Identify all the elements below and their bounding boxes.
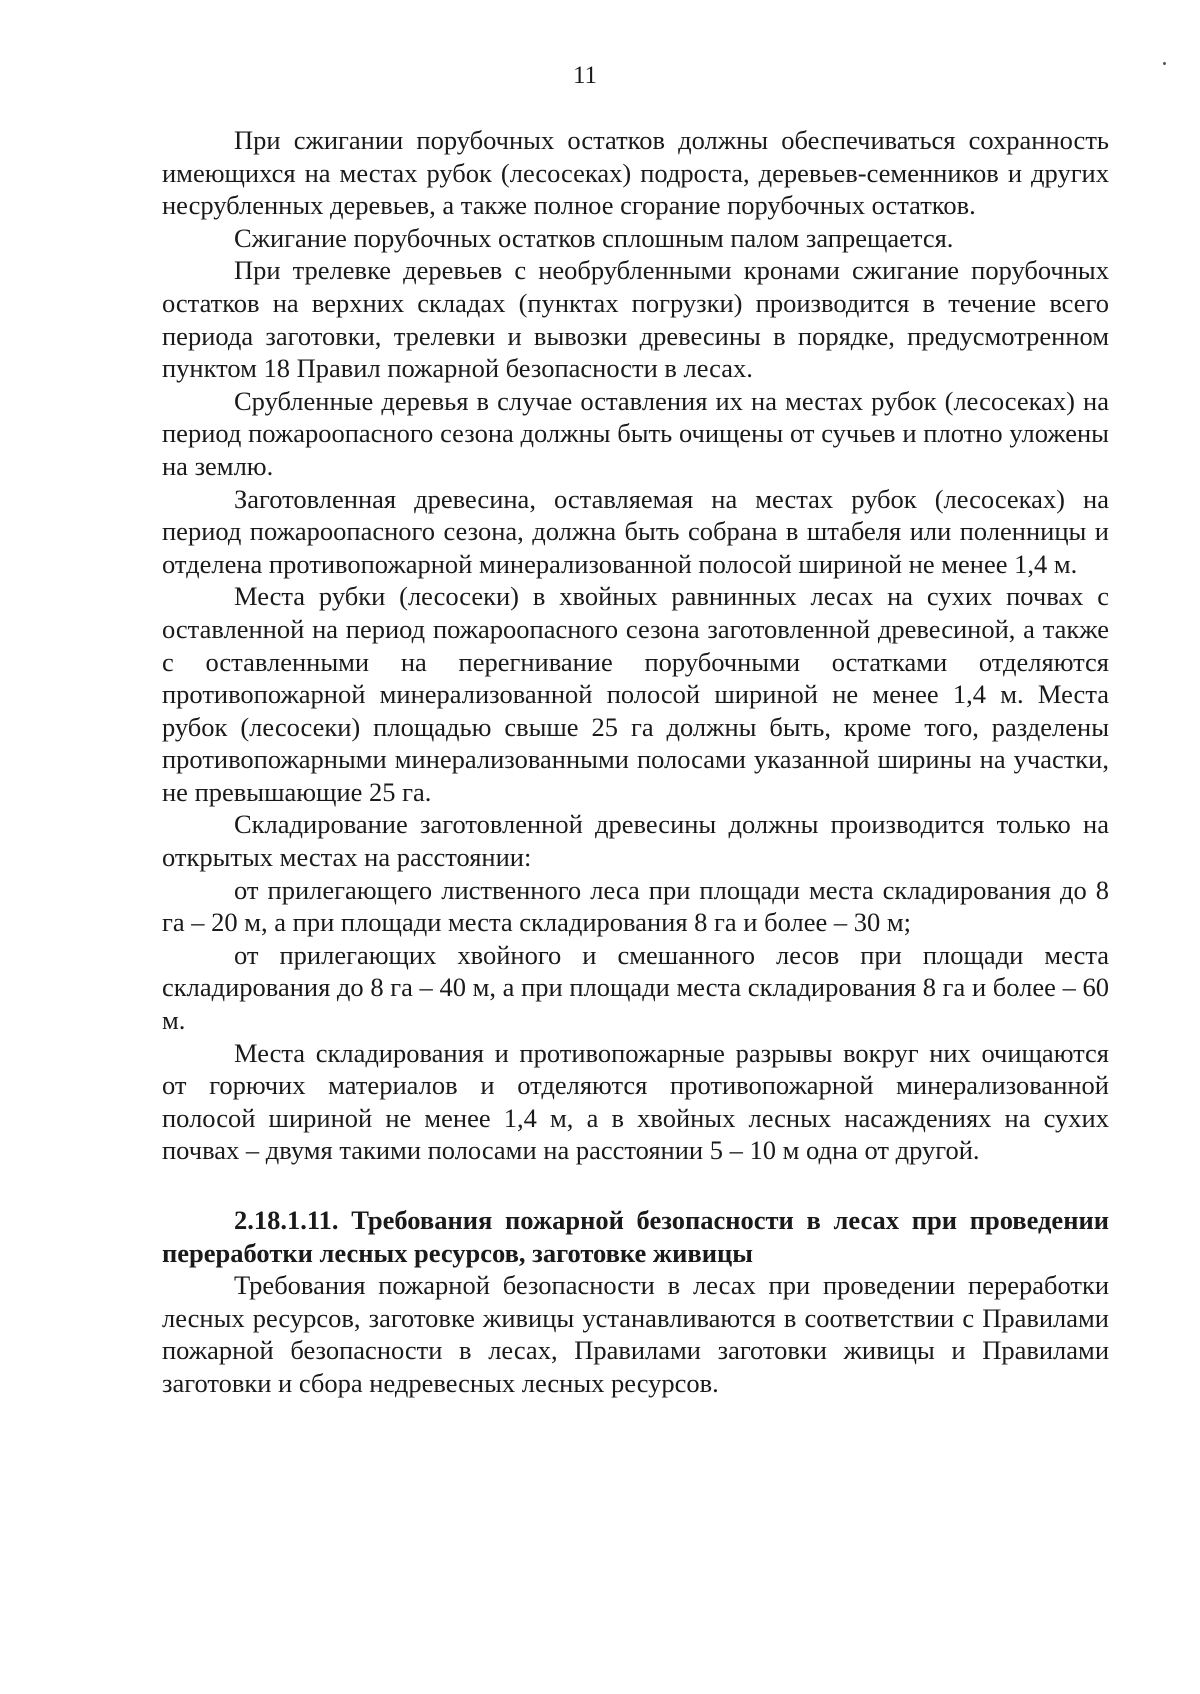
paragraph-skidding-burning: При трелевке деревьев с необрубленными кронами сжигание порубочных остатков на верхних складах (пунктах погрузки) производится в течение всего периода заготовки, трелевки и вывозки древесины в порядке, предусмотренном пунктом 18 Правил пожарной безопасности в лесах. (162, 255, 1109, 384)
paragraph-cutting-areas: Места рубки (лесосеки) в хвойных равнинных лесах на сухих почвах с оставленной на период пожароопасного сезона заготовленной древесиной, а также с оставленными на перегнивание порубочными остатками отделяются противопожарной минерализованной полосой шириной не менее 1,4 м. Места рубок (лесосеки) площадью свыше 25 га должны быть, кроме того, разделены противопожарными минерализованными полосами указанной ширины на участки, не превышающие 25 га. (162, 581, 1109, 807)
paragraph-storage-clearing: Места складирования и противопожарные разрывы вокруг них очищаются от горючих материалов и отделяются противопожарной минерализованной полосой шириной не менее 1,4 м, а в хвойных лесных насаждениях на сухих почвах – двумя такими полосами на расстоянии 5 – 10 м одна от другой. (162, 1037, 1109, 1166)
paragraph-storage-open-places: Складирование заготовленной древесины должны производится только на открытых местах на расстоянии: (162, 809, 1109, 873)
paragraph-residue-burning: При сжигании порубочных остатков должны обеспечиваться сохранность имеющихся на местах рубок (лесосеках) подроста, деревьев-семенников и других несрубленных деревьев, а также полное сгорание порубочных остатков. (162, 125, 1109, 221)
paragraph-coniferous-distance: от прилегающих хвойного и смешанного лесов при площади места складирования до 8 га – 40 м, а при площади места складирования 8 га и более – 60 м. (162, 939, 1109, 1036)
paragraph-deciduous-distance: от прилегающего лиственного леса при площади места складирования до 8 га – 20 м, а при площади места складирования 8 га и более – 30 м; (162, 874, 1109, 938)
paragraph-felled-trees: Срубленные деревья в случае оставления их на местах рубок (лесосеках) на период пожароопасного сезона должны быть очищены от сучьев и плотно уложены на землю. (162, 385, 1109, 481)
paragraph-section-requirements: Требования пожарной безопасности в лесах при проведении переработки лесных ресурсов, заготовке живицы устанавливаются в соответствии с Правилами пожарной безопасности в лесах, Правилами заготовки живицы и Правилами заготовки и сбора недревесных лесных ресурсов. (162, 1270, 1109, 1398)
paragraph-solid-burn-prohibited: Сжигание порубочных остатков сплошным палом запрещается. (234, 222, 954, 253)
section-heading: 2.18.1.11. Требования пожарной безопасности в лесах при проведении переработки лесных ресурсов, заготовке живицы (162, 1205, 1109, 1268)
document-body (162, 124, 1109, 1400)
page-number: 11 (572, 62, 598, 89)
paragraph-harvested-wood: Заготовленная древесина, оставляемая на местах рубок (лесосеках) на период пожароопасного сезона, должна быть собрана в штабеля или поленницы и отделена противопожарной минерализованной полосой шириной не менее 1,4 м. (162, 483, 1109, 579)
